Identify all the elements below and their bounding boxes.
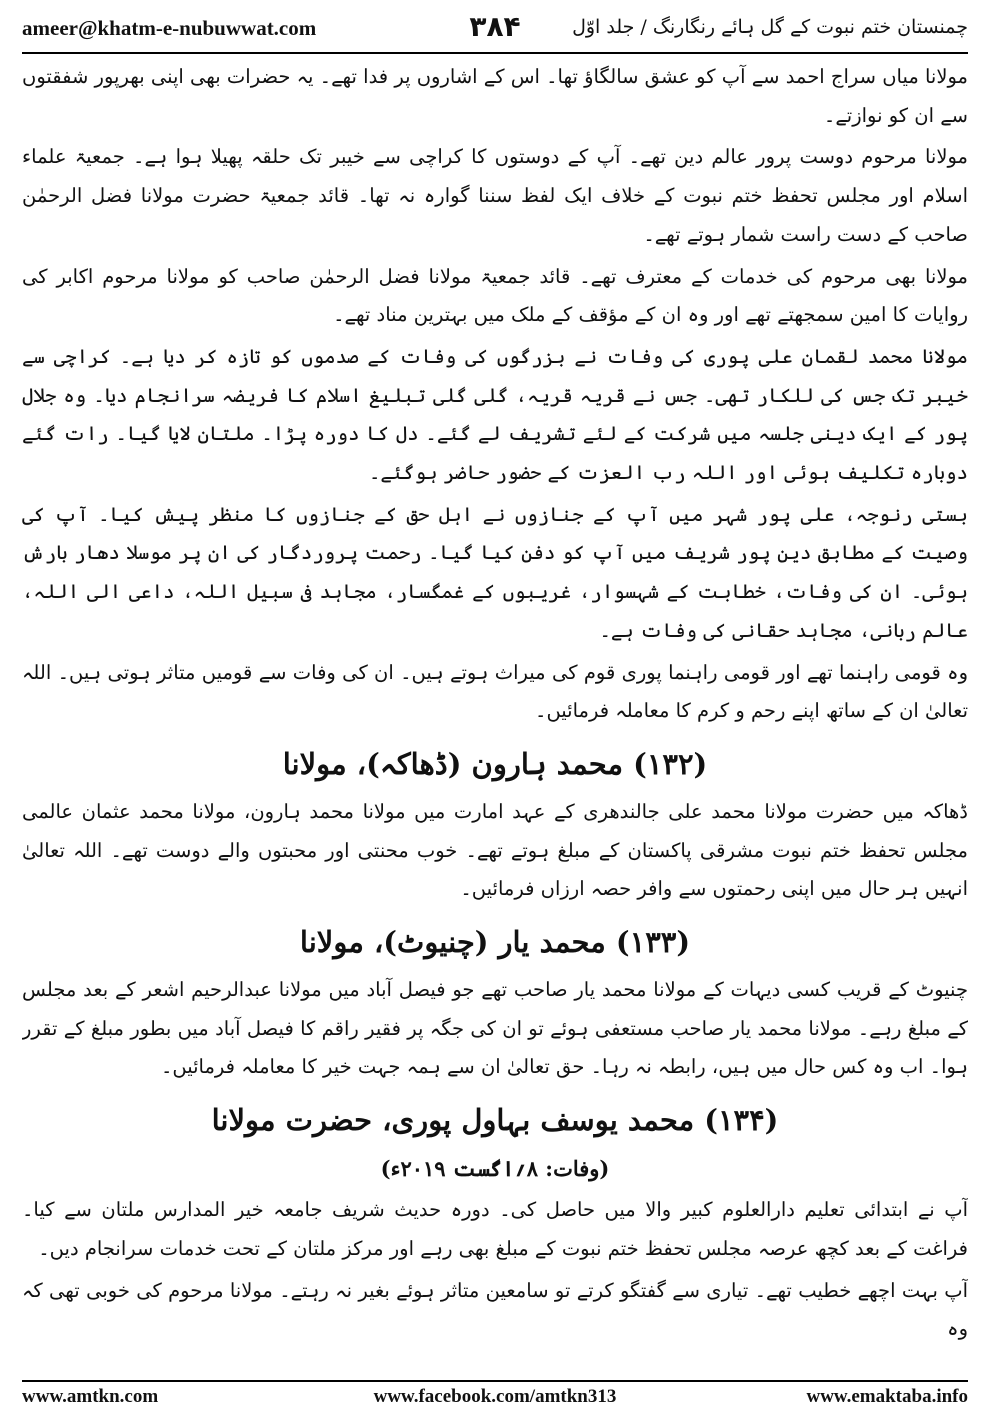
section-heading-134: (۱۳۴) محمد یوسف بہاول پوری، حضرت مولانا — [211, 1103, 779, 1138]
page-body — [22, 58, 968, 1374]
page-footer — [22, 1386, 968, 1416]
paragraph: بستی رنوجہ، علی پور شہر میں آپ کے جنازوں نے اہل حق کے جنازوں کا منظر پیش کیا۔ آپ کی وصیت کے مطابق دین پور شریف میں آپ کو دفن کیا گیا۔ رحمت پروردگار کی ان پر موسلا دھار بارش ہوئی۔ ان کی وفات، خطابت کے شہسوار، غریبوں کے غمگسار، مجاہد فی سبیل اللہ، داعی الی اللہ، عالم ربانی، مجاہد حقانی کی وفات ہے۔ — [22, 502, 968, 642]
page-header — [22, 10, 968, 50]
footer-rule — [22, 1380, 968, 1382]
page-number: ۳۸۴ — [469, 10, 521, 43]
footer-link-left[interactable]: www.amtkn.com — [22, 1386, 159, 1407]
paragraph: مولانا مرحوم دوست پرور عالم دین تھے۔ آپ کے دوستوں کا کراچی سے خیبر تک حلقہ پھیلا ہوا ہے۔ جمعیۃ علماء اسلام اور مجلس تحفظ ختم نبوت کے خلاف ایک لفظ سننا گوارہ نہ تھا۔ قائد جمعیۃ حضرت مولانا فضل الرحمٰن صاحب کے دست راست شمار ہوتے تھے۔ — [22, 145, 968, 246]
header-rule — [22, 52, 968, 54]
paragraph: مولانا میاں سراج احمد سے آپ کو عشق سالگاؤ تھا۔ اس کے اشاروں پر فدا تھے۔ یہ حضرات بھی اپنی بھرپور شفقتوں سے ان کو نوازتے۔ — [22, 65, 968, 127]
section-heading-133: (۱۳۳) محمد یار (چنیوٹ)، مولانا — [299, 925, 691, 960]
section-heading-132: (۱۳۲) محمد ہارون (ڈھاکہ)، مولانا — [282, 746, 708, 781]
book-title: چمنستان ختم نبوت کے گل ہائے رنگارنگ / جلد اوّل — [572, 16, 968, 38]
paragraph: مولانا محمد لقمان علی پوری کی وفات نے بزرگوں کی وفات کے صدموں کو تازہ کر دیا ہے۔ کراچی سے خیبر تک جس کی للکار تھی۔ جس نے قریہ قریہ، گلی گلی تبلیغ اسلام کا فریضہ سرانجام دیا۔ وہ جلال پور کے ایک دینی جلسہ میں شرکت کے لئے تشریف لے گئے۔ دل کا دورہ پڑا۔ ملتان لایا گیا۔ رات گئے دوبارہ تکلیف ہوئی اور اللہ رب العزت کے حضور حاضر ہوگئے۔ — [22, 344, 968, 485]
paragraph: آپ بہت اچھے خطیب تھے۔ تیاری سے گفتگو کرتے تو سامعین متاثر ہوئے بغیر نہ رہتے۔ مولانا مرحوم کی خوبی تھی کہ وہ — [22, 1278, 968, 1341]
header-email[interactable]: ameer@khatm-e-nubuwwat.com — [22, 16, 317, 40]
paragraph: ڈھاکہ میں حضرت مولانا محمد علی جالندھری کے عہد امارت میں مولانا محمد ہارون، مولانا محمد عثمان عالمی مجلس تحفظ ختم نبوت مشرقی پاکستان کے مبلغ ہوتے تھے۔ خوب محنتی اور محبتوں والے دوست تھے۔ اللہ تعالیٰ انہیں ہر حال میں اپنی رحمتوں سے وافر حصہ ارزاں فرمائیں۔ — [22, 799, 968, 901]
paragraph: وہ قومی راہنما تھے اور قومی راہنما پوری قوم کی میراث ہوتے ہیں۔ ان کی وفات سے قومیں متاثر ہوتی ہیں۔ اللہ تعالیٰ ان کے ساتھ اپنے رحم و کرم کا معاملہ فرمائیں۔ — [22, 660, 968, 723]
paragraph: چنیوٹ کے قریب کسی دیہات کے مولانا محمد یار صاحب تھے جو فیصل آباد میں مولانا عبدالرحیم اشعر کے بعد مجلس کے مبلغ رہے۔ مولانا محمد یار صاحب مستعفی ہوئے تو ان کی جگہ پر فقیر راقم کا فیصل آباد میں بطور مبلغ کے تقرر ہوا۔ اب وہ کس حال میں ہیں، رابطہ نہ رہا۔ حق تعالیٰ ان سے ہمہ جہت خیر کا معاملہ فرمائیں۔ — [22, 978, 968, 1079]
footer-link-right[interactable]: www.emaktaba.info — [806, 1386, 968, 1407]
paragraph: آپ نے ابتدائی تعلیم دارالعلوم کبیر والا میں حاصل کی۔ دورہ حدیث شریف جامعہ خیر المدارس ملتان سے کیا۔ فراغت کے بعد کچھ عرصہ مجلس تحفظ ختم نبوت کے مبلغ بھی رہے اور مرکز ملتان کے تحت خدمات سرانجام دیں۔ — [22, 1198, 968, 1260]
death-date: (وفات: ۸؍اگست ۲۰۱۹ء) — [380, 1156, 610, 1182]
paragraph: مولانا بھی مرحوم کی خدمات کے معترف تھے۔ قائد جمعیۃ مولانا فضل الرحمٰن صاحب کو مولانا مرحوم اکابر کی روایات کا امین سمجھتے تھے اور وہ ان کے مؤقف کے ملک میں بہترین مناد تھے۔ — [22, 264, 968, 327]
footer-link-center[interactable]: www.facebook.com/amtkn313 — [373, 1386, 617, 1407]
